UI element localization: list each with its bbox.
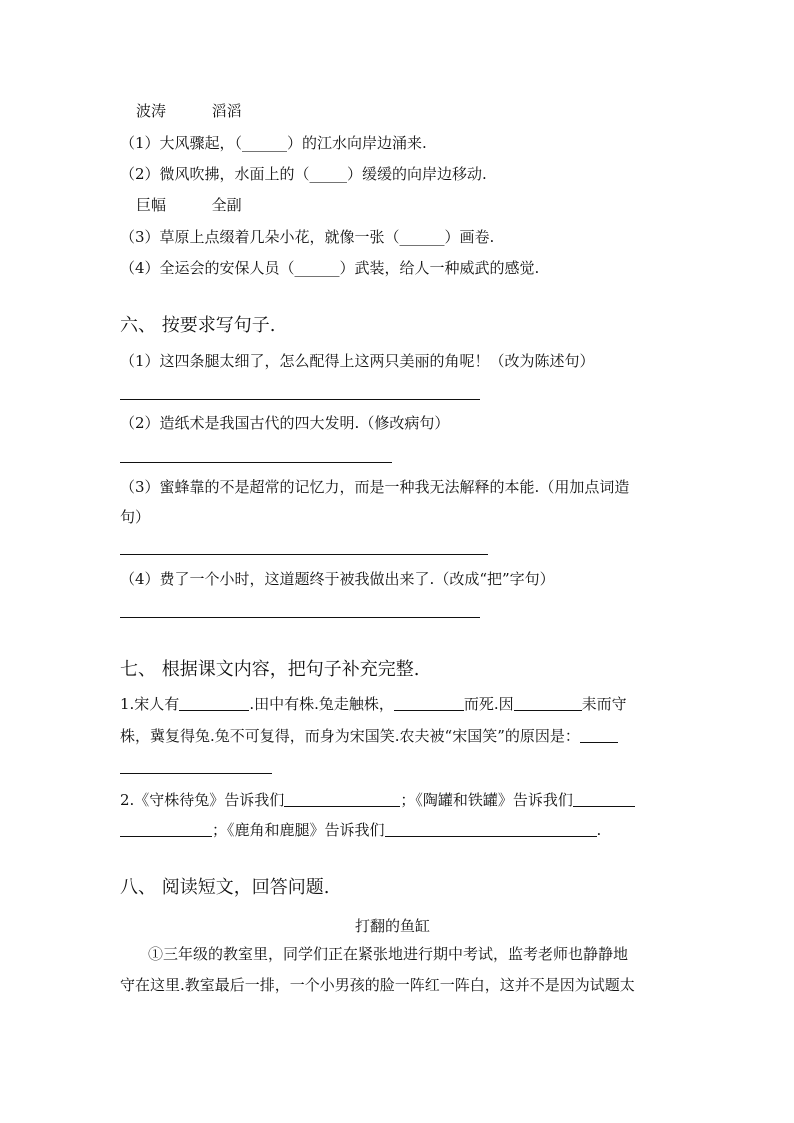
blank[interactable] [514,696,582,711]
text: 耒而守 [581,695,627,713]
blank[interactable] [394,696,464,711]
question-7-2-line2 [120,820,601,840]
blank[interactable] [385,822,597,837]
blank[interactable] [573,792,635,807]
text: 而死.因 [463,695,514,713]
word-option: 波涛 [136,102,167,120]
passage-line: ①三年级的教室里，同学们正在紧张地进行期中考试，监考老师也静静地 [148,945,629,963]
answer-line[interactable] [120,462,392,463]
text: ；《鹿角和鹿腿》告诉我们 [212,821,385,839]
text: .田中有株.兔走触株， [249,695,394,713]
question-5-1: （1）大风骤起，（______）的江水向岸边涌来. [120,134,427,152]
question-7-2-line1 [120,790,635,810]
section-8-heading: 八、 阅读短文，回答问题. [120,877,330,898]
blank[interactable] [284,792,400,807]
word-choice-2 [136,195,242,215]
question-6-4: （4）费了一个小时，这道题终于被我做出来了.（改成“把”字句） [120,570,555,588]
blank[interactable] [120,822,212,837]
text: 株，冀复得兔.兔不可复得，而身为宋国笑.农夫被“宋国笑”的原因是： [120,727,580,745]
question-6-1: （1）这四条腿太细了，怎么配得上这两只美丽的角呢！（改为陈述句） [120,352,595,370]
question-5-3: （3）草原上点缀着几朵小花，就像一张（______）画卷. [120,228,495,246]
passage-title: 打翻的鱼缸 [355,917,431,935]
answer-line[interactable] [120,399,480,400]
question-7-1-line2 [120,726,618,746]
blank[interactable] [580,728,618,743]
question-6-2: （2）造纸术是我国古代的四大发明.（修改病句） [120,414,450,432]
section-6-heading: 六、 按要求写句子. [120,315,276,336]
passage-line: 守在这里.教室最后一排，一个小男孩的脸一阵红一阵白，这并不是因为试题太 [120,976,635,994]
word-choice-1 [136,101,242,121]
question-5-4: （4）全运会的安保人员（______）武装，给人一种威武的感觉. [120,259,540,277]
section-7-heading: 七、 根据课文内容，把句子补充完整. [120,659,420,680]
text: 2.《守株待兔》告诉我们 [120,791,285,809]
question-6-3-line2: 句） [120,508,151,526]
blank[interactable] [179,696,249,711]
word-option: 全副 [211,196,242,214]
question-5-2: （2）微风吹拂，水面上的（_____）缓缓的向岸边移动. [120,165,487,183]
answer-line[interactable] [120,617,480,618]
word-option: 巨幅 [136,196,167,214]
answer-line[interactable] [120,773,272,774]
question-7-1-line1 [120,694,627,714]
word-option: 滔滔 [211,102,242,120]
answer-line[interactable] [120,554,488,555]
text: . [596,821,602,839]
question-6-3-line1: （3）蜜蜂靠的不是超常的记忆力，而是一种我无法解释的本能.（用加点词造 [120,478,630,496]
text: 1.宋人有 [120,695,180,713]
text: ；《陶罐和铁罐》告诉我们 [400,791,573,809]
